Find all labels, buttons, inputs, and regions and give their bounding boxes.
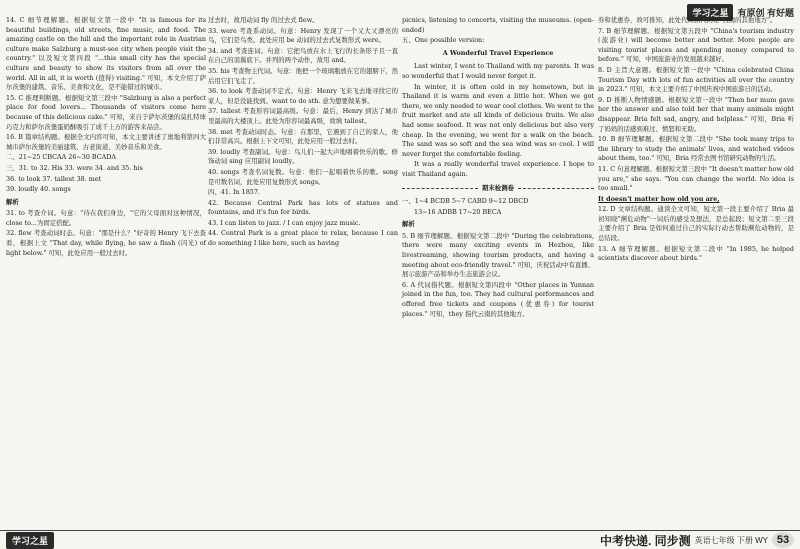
column-1 (6, 16, 206, 259)
exam-answer-9: 9. D 推断人物情感题。根据短文第一段中 "Then her mum gave her the answer and also told her that many animals might disappear. Bria felt sad, angry, and helpless." 可知，Bria 听了妈妈的话感到难过、愤怒和无助。 (598, 95, 794, 133)
answer-39: 39. loudly 考查副词。句意：鸟儿们一起大声地唱着快乐的歌。修饰动词 sing 应用副词 loudly。 (208, 147, 398, 166)
exam-analysis-heading: 解析 (402, 220, 415, 229)
answer-16: 16. B 篇章结构题。根据全文内容可知，本文主要讲述了奥地利第四大城市萨尔茨堡的美丽建筑、古老街道、美妙音乐和美食。 (6, 133, 206, 151)
essay-title: A Wonderful Travel Experience (442, 48, 554, 57)
footer-subject: 英语七年级 下册 WY (694, 535, 768, 545)
essay-para-2: In winter, it is often cold in my hometown, but in Thailand it is warm and even a little hot. When we got there, we only needed to wear cool clothes. We went to the fruit market and ate all kinds of delicious fruits. We also had some seafood. It was not only delicious but also very cheap. In the evening, we went for a walk on the beach. The sand was so soft and the sea wind was so cool. I will never forget the comfortable feeling. (402, 82, 594, 158)
column-2 (208, 16, 398, 250)
answer-44-cont: picnics, listening to concerts, visiting the museums. (open-ended) (402, 16, 594, 34)
answers-39-40: 39. loudly 40. songs (6, 185, 71, 194)
exam-answer-10: 10. B 细节理解题。根据短文第二段中 "She took many trips to the library to study the animals' lives, and watched videos about them, too." 可知，Bria 经常去图书馆研究动物的生活。 (598, 135, 794, 163)
exam-answers-1-12: 一、1~4 BCDB 5~7 CABD 9~12 DBCD (402, 197, 529, 206)
header-brand: 学习之星 (687, 4, 733, 21)
footer-brand: 学习之星 (6, 532, 54, 549)
answer-41: 四、41. In 1857. (208, 188, 260, 197)
footer-series: 中考快递. 同步测 (599, 533, 691, 548)
highlighted-quote: It doesn't matter how old you are, (598, 194, 720, 203)
exam-answers-13-20: 13~16 ADBB 17~20 BECA (414, 207, 502, 216)
divider-line-left (402, 188, 478, 189)
answers-31-35: 三、31. to 32. His 33. were 34. and 35. his (6, 163, 143, 172)
footer-right (600, 532, 794, 549)
exam-answer-11 (598, 165, 794, 194)
answer-33: 33. were 考查系动词。句意：Henry 发现了一个又大又漂亮的鸟，它们是鸟类。此处应用 be 动词的过去式复数形式 were。 (208, 26, 398, 45)
answer-35: 35. his 考查物主代词。句意：他把一个玻璃瓶放在它的翅膀下，然后用它们飞走了。 (208, 66, 398, 85)
column-4 (598, 16, 794, 265)
answer-36: 36. to look 考查动词不定式。句意：Henry 飞来飞去地寻找它的家人，但是没能找到。want to do sth. 意为想要做某事。 (208, 87, 398, 105)
answer-38: 38. met 考查动词时态。句意：在那里，它遇到了自己的家人，他们非常高兴。根据上下文可知，此处应用一般过去时。 (208, 127, 398, 146)
answer-43: 43. I can listen to jazz. / I can enjoy jazz music. (208, 218, 361, 227)
exam-answer-11-text: 11. C 句意理解题。根据短文第三段中 "It doesn't matter how old you are," she says. "You can change the world. No idea is too small." (598, 164, 794, 193)
answer-14: 14. C 细节理解题。根据短文第一段中 "It is famous for its beautiful buildings, old streets, fine music, and food. The amazing castle on the hill and the important role in Austrian culture make Salzburg a must-see city when people visit the country." 以及短文第四段 "...this small city has the special culture and beauty to show its visitors from all over the world. All in all, it is worth (值得) visiting." 可知，本文介绍了萨尔茨堡的建筑、音乐、美食和文化，是不能错过的城市。 (6, 16, 206, 92)
analysis-heading: 解析 (6, 197, 19, 206)
answer-44: 44. Central Park is a great place to relax, because I can do something I like here, such as having (208, 229, 398, 248)
answer-15: 15. C 推理判断题。根据短文第三段中 "Salzburg is also a perfect place for food lovers... Thousands of visitors come here because of this delicious cake." 可知，来自于萨尔茨堡的莫扎特球巧克力和萨尔茨堡蛋奶酥吸引了成千上万的游客来品尝。 (6, 93, 206, 131)
essay-para-1: Last winter, I went to Thailand with my parents. It was so wonderful that I would never forget it. (402, 62, 594, 80)
exam-divider (402, 184, 594, 194)
column-3 (402, 16, 594, 320)
exam-answer-8: 8. D 主旨大意题。根据短文第一段中 "China celebrated China Tourism Day with lots of fun activities all over the country in 2023." 可知，本文主要介绍了中国庆祝中国旅游日的活动。 (598, 65, 794, 94)
exam-answer-6-cont: 券和优惠券，故可推知，此处代词指代的是"云南的其他地方"。 (598, 16, 777, 24)
divider-line-right (518, 188, 594, 189)
answer-37: 37. tallest 考查形容词最高级。句意：最后，Henry 到达了城市里最高的大楼顶上。此处为形容词最高级，故填 tallest。 (208, 107, 398, 125)
answers-36-38: 36. to look 37. tallest 38. met (6, 174, 102, 183)
page-number: 53 (772, 532, 794, 548)
answer-42: 42. Because Central Park has lots of statues and fountains, and it's fun for birds. (208, 198, 398, 217)
exam-answer-5: 5. B 细节理解题。根据短文第二段中 "During the celebrations, there were many exciting events in Hezhou, like livestreaming, showing tourism products, and having a meeting about eco-friendly travel." 可知，庆祝活动中有直播、展示旅游产品和举办生态旅游会议。 (402, 231, 595, 279)
exam-answer-7: 7. B 细节理解题。根据短文第五段中 "China's tourism industry (旅游业) will become better and better. More people are visiting tourist places and spending money compared to before." 可知，中国旅游业的发展越来越好。 (598, 26, 794, 64)
answer-40: 40. songs 考查名词复数。句意：他们一起唱着快乐的歌。song 是可数名词，此处应用复数形式 songs。 (208, 167, 398, 186)
exam-answer-12: 12. D 文章结构题。通读全文可知，短文第一段主要介绍了 Bria 最初知晓"濒危动物"一词后的感受及想法，是总起段；短文第二至三段主要介绍了 Bria 是如何通过自己的实际行动去帮助濒危动物的，是总结段。 (598, 205, 794, 243)
answer-31: 31. to 考查介词。句意："待在我们身边，"它的父母面对这种情况，close to...为固定搭配。 (6, 209, 206, 227)
answer-32-cont: 过去时，故用动词 fly 的过去式 flew。 (208, 16, 319, 24)
exam-title: 期末检测卷 (482, 183, 514, 192)
exam-answer-13: 13. A 细节理解题。根据短文第二段中 "In 1985, he helped scientists discover about birds." (598, 244, 794, 263)
answer-34: 34. and 考查连词。句意：它把鸟放在水上飞行的长条形子且一直在自己的羽翼底下。并列的两个动作，故用 and。 (208, 46, 398, 65)
exam-answer-6: 6. A 代词指代题。根据短文第四段中 "Other places in Yunnan joined in the fun, too. They had cultural performances and offered free tickets and coupons (优惠券) for tourist places." 可知，they 指代云南的其他地方。 (402, 280, 594, 318)
answer-32: 32. flew 考查动词时态。句意："那是什么？"好奇的 Henry 飞下去查看，根据上文 "That day, while flying, he saw a flash (闪光) of light below." 可知，此处应用一般过去时。 (6, 229, 206, 257)
header-slogan: 有原创 有好题 (737, 8, 794, 18)
answers-21-30: 二、21~25 CBCAA 26~30 BCADA (6, 153, 116, 162)
page-footer (0, 530, 800, 549)
essay-para-3: It was a really wonderful travel experience. I hope to visit Thailand again. (402, 160, 594, 178)
writing-heading: 五、One possible version: (402, 36, 485, 45)
